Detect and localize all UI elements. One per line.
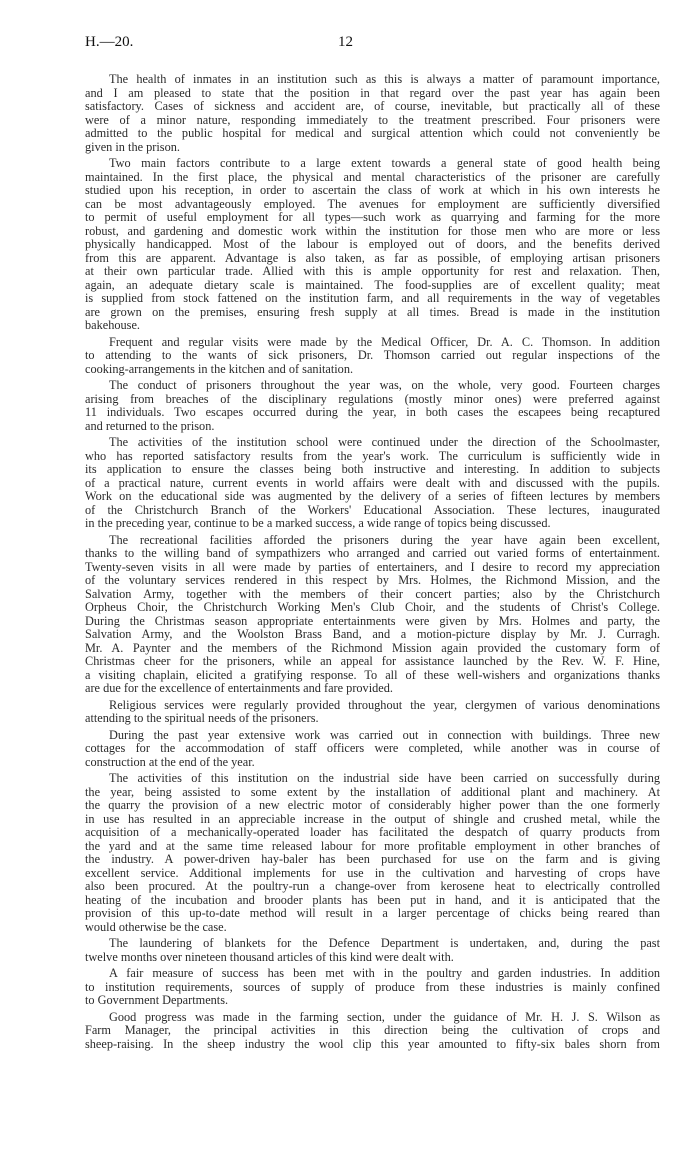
text-line: also been procured. At the poultry-run a change-over from kerosene heat to electrically controlled [85,879,660,893]
text-line: were of a minor nature, responding immediately to the treatment prescribed. Four prisoners were [85,112,660,127]
text-line: provision of this up-to-date method will result in a larger percentage of chicks being reared than [85,906,660,920]
text-line: satisfactory. Cases of sickness and accident are, of course, inevitable, but practically all of these [85,99,660,113]
paragraph [85,729,660,770]
text-line: of the Christchurch Branch of the Workers' Educational Association. These lectures, inaugurated [85,502,660,517]
text-line: of the voluntary services rendered in this respect by Mrs. Holmes, the Richmond Mission, and the [85,573,660,587]
text-line: The conduct of prisoners throughout the year was, on the whole, very good. Fourteen charges [109,378,660,392]
text-line: arising from breaches of the disciplinary regulations (mostly minor ones) were preferred against [85,391,660,406]
paragraph [85,937,660,964]
text-line: to attending to the wants of sick prisoners, Dr. Thomson carried out regular inspections of the [85,348,660,362]
paragraph [85,73,660,154]
text-line: Work on the educational side was augmented by the delivery of a series of fifteen lectures by members [85,489,660,503]
text-line: to permit of useful employment for all types—such work as quarrying and farming for the more [85,210,660,224]
text-line: During the Christmas season appropriate entertainments were given by Mrs. Holmes and party, the [85,613,660,628]
paragraph [85,772,660,934]
text-line: physically handicapped. Most of the labour is employed out of doors, and the benefits derived [85,237,660,251]
text-line: Mr. A. Paynter and the members of the Richmond Mission again provided the customary form of [85,640,660,655]
text-line: twelve months over nineteen thousand articles of this kind were dealt with. [85,949,454,964]
paragraph [85,379,660,433]
text-line: Two main factors contribute to a large extent towards a general state of good health being [109,156,660,170]
text-line: The activities of the institution school were continued under the direction of the Schoolmaster, [109,435,660,449]
text-line: from this are apparent. Advantage is also taken, as far as possible, of employing artisan prisoners [85,250,660,265]
text-line: to institution requirements, sources of supply of produce from these industries is mainly confined [85,979,660,994]
document-body [85,73,660,1054]
text-line: to Government Departments. [85,993,229,1007]
paragraph [85,699,660,726]
text-line: and returned to the prison. [85,418,215,433]
text-line: studied upon his reception, in order to ascertain the class of work at which in his own interests he [85,183,660,197]
text-line: are grown on the premises, ensuring fresh supply at all times. Bread is made in the institution [85,304,660,319]
text-line: the year, being assisted to some extent by the installation of additional plant and machinery. At [85,784,660,799]
text-line: would otherwise be the case. [85,919,227,934]
text-line: sheep-raising. In the sheep industry the wool clip this year amounted to fifty-six bales shorn from [85,1036,660,1051]
text-line: heating of the incubation and brooder plants has been put in hand, and it is anticipated that the [85,892,660,907]
paragraph [85,436,660,531]
text-line: thanks to the willing band of sympathizers who arranged and carried out varied forms of entertainment. [85,546,660,560]
paragraph [85,1011,660,1052]
paragraph [85,157,660,333]
text-line: Christmas cheer for the prisoners, while an appeal for assistance launched by the Rev. W. F. Hine, [85,654,660,668]
text-line: the quarry the provision of a new electric motor of considerably higher power than the one formerly [85,798,660,812]
text-line: robust, and gardening and domestic work within the institution for those men who are more or less [85,223,660,238]
page-number: 12 [338,34,353,50]
paragraph [85,534,660,696]
text-line: a visiting chaplain, elicited a gratifying response. To all of these well-wishers and organizations thanks [85,667,660,682]
text-line: Frequent and regular visits were made by the Medical Officer, Dr. A. C. Thomson. In addition [109,334,660,349]
text-line: in the preceding year, continue to be a marked success, a wide range of topics being discussed. [85,516,551,530]
text-line: the yard and at the same time released labour for more profitable employment in other branches of [85,838,660,853]
paragraph [85,967,660,1008]
text-line: acquisition of a mechanically-operated loader has facilitated the despatch of quarry products from [85,825,660,839]
text-line: again, an adequate dietary scale is maintained. The food-supplies are of excellent quality; meat [85,277,660,292]
text-line: is supplied from stock fattened on the institution farm, and all requirements in the way of vegetables [85,291,660,305]
document-reference: H.—20. [85,34,134,50]
text-line: attending to the spiritual needs of the prisoners. [85,711,319,725]
text-line: Farm Manager, the principal activities in this direction being the cultivation of crops and [85,1023,660,1037]
text-line: Salvation Army, and the Woolston Brass Band, and a motion-picture display by Mr. J. Curragh. [85,627,660,641]
text-line: maintained. In the first place, the physical and mental characteristics of the prisoner are carefully [85,169,660,184]
text-line: its application to ensure the classes being both instructive and interesting. In addition to subjects [85,462,660,476]
text-line: Twenty-seven visits in all were made by parties of entertainers, and I desire to record my appreciation [85,559,660,574]
text-line: The recreational facilities afforded the prisoners during the year have again been excellent, [109,532,660,547]
text-line: the industry. A power-driven hay-baler has been purchased for use on the farm and is giving [85,852,660,866]
text-line: A fair measure of success has been met with in the poultry and garden industries. In addition [109,966,660,980]
text-line: who has reported satisfactory results from the year's work. The curriculum is sufficiently wide in [85,448,660,463]
text-line: During the past year extensive work was carried out in connection with buildings. Three new [109,727,660,742]
text-line: at their own particular trade. Allied with this is ample opportunity for rest and relaxation. Then, [85,264,660,278]
text-line: The health of inmates in an institution such as this is always a matter of paramount importance, [109,72,660,86]
text-line: cottages for the accommodation of staff officers were completed, while another was in course of [85,741,660,755]
text-line: The laundering of blankets for the Defence Department is undertaken, and, during the past [109,936,660,950]
text-line: The activities of this institution on the industrial side have been carried on successfully during [109,771,660,785]
text-line: Orpheus Choir, the Christchurch Working Men's Club Choir, and the students of Christ's College. [85,600,660,614]
text-line: can be most advantageously employed. The avenues for employment are sufficiently diversified [85,196,660,211]
text-line: are due for the excellence of entertainments and fare provided. [85,681,393,695]
text-line: of a practical nature, current events in world affairs were dealt with and discussed with the pupils. [85,475,660,490]
text-line: Good progress was made in the farming section, under the guidance of Mr. H. J. S. Wilson as [109,1009,660,1024]
text-line: bakehouse. [85,318,140,332]
text-line: excellent service. Additional implements for use in the cultivation and harvesting of crops have [85,865,660,880]
text-line: cooking-arrangements in the kitchen and of sanitation. [85,361,354,376]
text-line: and I am pleased to state that the position in that regard over the past year has again been [85,85,660,100]
text-line: 11 individuals. Two escapes occurred during the year, in both cases the escapees being recaptured [85,405,660,419]
text-line: in use has resulted in an appreciable increase in the output of shingle and crushed metal, while the [85,811,660,826]
text-line: Salvation Army, together with the members of their concert parties; also by the Christchurch [85,586,660,601]
text-line: Religious services were regularly provided throughout the year, clergymen of various denominations [109,697,660,712]
paragraph [85,336,660,377]
text-line: given in the prison. [85,139,180,154]
text-line: construction at the end of the year. [85,754,255,769]
text-line: admitted to the public hospital for medical and surgical attention which could not conveniently be [85,126,660,140]
